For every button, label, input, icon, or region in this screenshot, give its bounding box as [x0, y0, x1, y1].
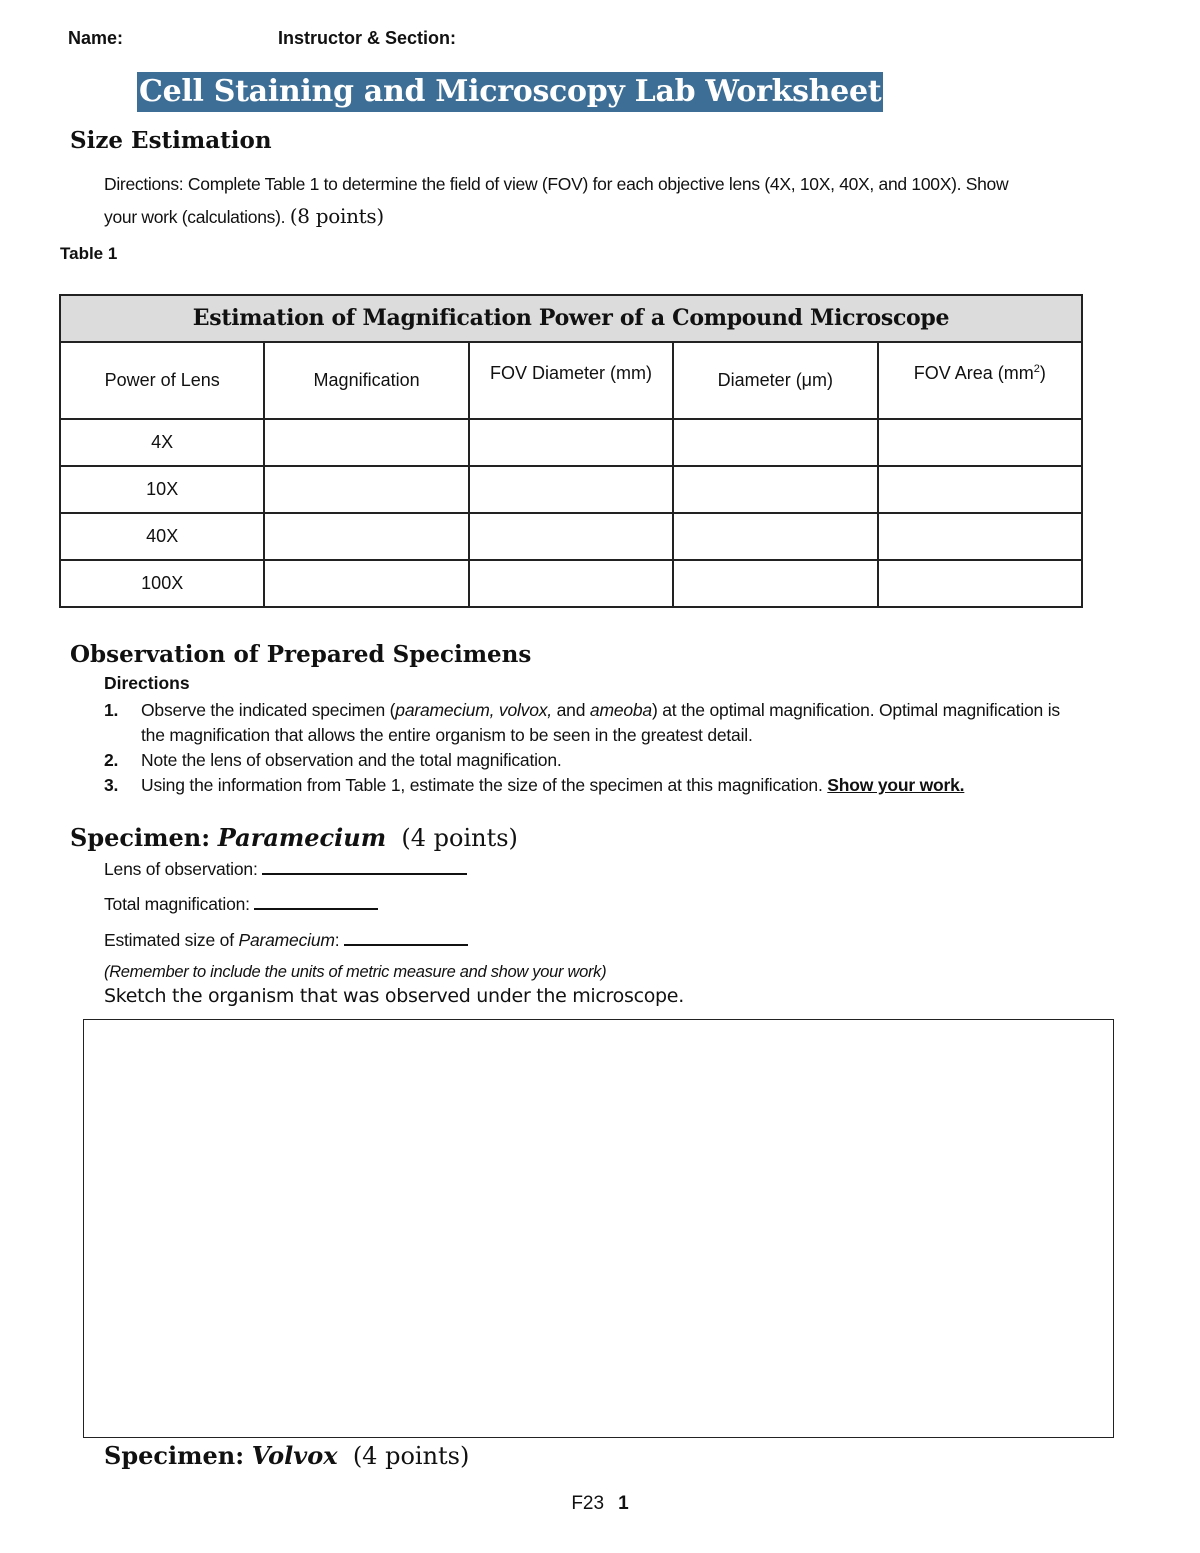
directions-text: Complete Table 1 to determine the field of view (FOV) for each objective lens (4X, 10X, 40X, and 100X). Show your work (calculations).: [104, 174, 1009, 227]
size-estimation-heading: Size Estimation: [70, 127, 272, 154]
magnification-cell[interactable]: [264, 419, 468, 466]
table-row: [60, 419, 1082, 466]
name-label: Name:: [68, 28, 124, 48]
observation-steps: [104, 698, 1084, 798]
step-text: and: [551, 700, 590, 720]
lens-cell: 100X: [60, 560, 264, 607]
page-number: 1: [618, 1493, 629, 1514]
fov-table: [59, 294, 1083, 608]
step-number: 2.: [104, 750, 119, 770]
step-text: Note the lens of observation and the total magnification.: [141, 750, 562, 770]
directions-points: (8 points): [289, 204, 384, 228]
list-item: [104, 773, 1084, 798]
diameter-um-cell[interactable]: [673, 560, 877, 607]
total-magnification-field: [104, 892, 378, 915]
lens-of-observation-field: [104, 857, 467, 880]
fov-area-cell[interactable]: [878, 466, 1082, 513]
specimen-points: (4 points): [352, 1442, 470, 1470]
lens-cell: 10X: [60, 466, 264, 513]
step-specimens: paramecium, volvox,: [395, 700, 552, 720]
page-title: Cell Staining and Microscopy Lab Worksheet: [137, 72, 883, 112]
specimen-paramecium-heading: [70, 823, 518, 852]
table-row: [60, 560, 1082, 607]
fov-diameter-cell[interactable]: [469, 513, 673, 560]
step-text: Observe the indicated specimen (: [141, 700, 396, 720]
lens-input-line[interactable]: [262, 857, 467, 875]
table-title: Estimation of Magnification Power of a Compound Microscope: [60, 295, 1082, 342]
units-reminder-note: (Remember to include the units of metric measure and show your work): [104, 963, 607, 981]
estimated-size-field: [104, 928, 468, 951]
diameter-um-cell[interactable]: [673, 466, 877, 513]
magnification-input-line[interactable]: [254, 892, 378, 910]
magnification-cell[interactable]: [264, 466, 468, 513]
table-row: [60, 466, 1082, 513]
sketch-instruction: Sketch the organism that was observed under the microscope.: [104, 985, 684, 1007]
magnification-label: Total magnification:: [104, 894, 250, 914]
col-header-diameter-um: Diameter (μm): [673, 342, 877, 419]
step-text: ) at the optimal magnification. Optimal magnification is the magnification that allows the entire organism to be seen in the greatest detail.: [141, 700, 1060, 745]
page-footer: [0, 1493, 1200, 1515]
size-input-line[interactable]: [344, 928, 468, 946]
specimen-volvox-heading: [104, 1441, 469, 1470]
col-header-fov-diameter: [469, 342, 673, 419]
show-work-emphasis: Show your work.: [827, 775, 965, 795]
step-number: 3.: [104, 775, 119, 795]
specimen-points: (4 points): [401, 824, 518, 852]
col-header-power: Power of Lens: [60, 342, 264, 419]
size-label-prefix: Estimated size of: [104, 930, 239, 950]
col-header-fov-area-text: FOV Area (mm: [913, 363, 1034, 384]
table-row: [60, 513, 1082, 560]
diameter-um-cell[interactable]: [673, 419, 877, 466]
size-estimation-directions: [104, 168, 1024, 233]
area-superscript: 2: [1033, 363, 1040, 376]
specimen-label: Specimen:: [70, 823, 211, 852]
observation-directions-label: Directions: [104, 673, 190, 693]
size-label-suffix: :: [334, 930, 340, 950]
observation-heading: Observation of Prepared Specimens: [70, 641, 532, 668]
magnification-cell[interactable]: [264, 560, 468, 607]
directions-prefix: Directions:: [104, 174, 184, 194]
instructor-section-label: Instructor & Section:: [278, 28, 457, 48]
fov-area-cell[interactable]: [878, 419, 1082, 466]
sketch-area[interactable]: [83, 1019, 1114, 1438]
fov-area-cell[interactable]: [878, 513, 1082, 560]
list-item: [104, 748, 1084, 773]
footer-code: F23: [571, 1493, 605, 1514]
lens-label: Lens of observation:: [104, 859, 258, 879]
step-text: Using the information from Table 1, estimate the size of the specimen at this magnification.: [141, 775, 828, 795]
magnification-cell[interactable]: [264, 513, 468, 560]
col-header-fov-area: [878, 342, 1082, 419]
fov-area-cell[interactable]: [878, 560, 1082, 607]
area-suffix: ): [1039, 363, 1046, 384]
step-number: 1.: [104, 700, 119, 720]
list-item: [104, 698, 1084, 748]
size-label-name: Paramecium: [238, 930, 335, 950]
col-header-magnification: Magnification: [264, 342, 468, 419]
table-caption: Table 1: [60, 244, 118, 263]
fov-diameter-cell[interactable]: [469, 466, 673, 513]
diameter-um-cell[interactable]: [673, 513, 877, 560]
step-specimen-ameoba: ameoba: [589, 700, 652, 720]
lens-cell: 4X: [60, 419, 264, 466]
specimen-label: Specimen:: [104, 1441, 245, 1470]
specimen-name: Paramecium: [217, 823, 387, 852]
lens-cell: 40X: [60, 513, 264, 560]
specimen-name: Volvox: [251, 1441, 338, 1470]
fov-diameter-cell[interactable]: [469, 419, 673, 466]
fov-diameter-cell[interactable]: [469, 560, 673, 607]
col-header-fov-diameter-text: FOV Diameter (mm): [489, 363, 652, 384]
